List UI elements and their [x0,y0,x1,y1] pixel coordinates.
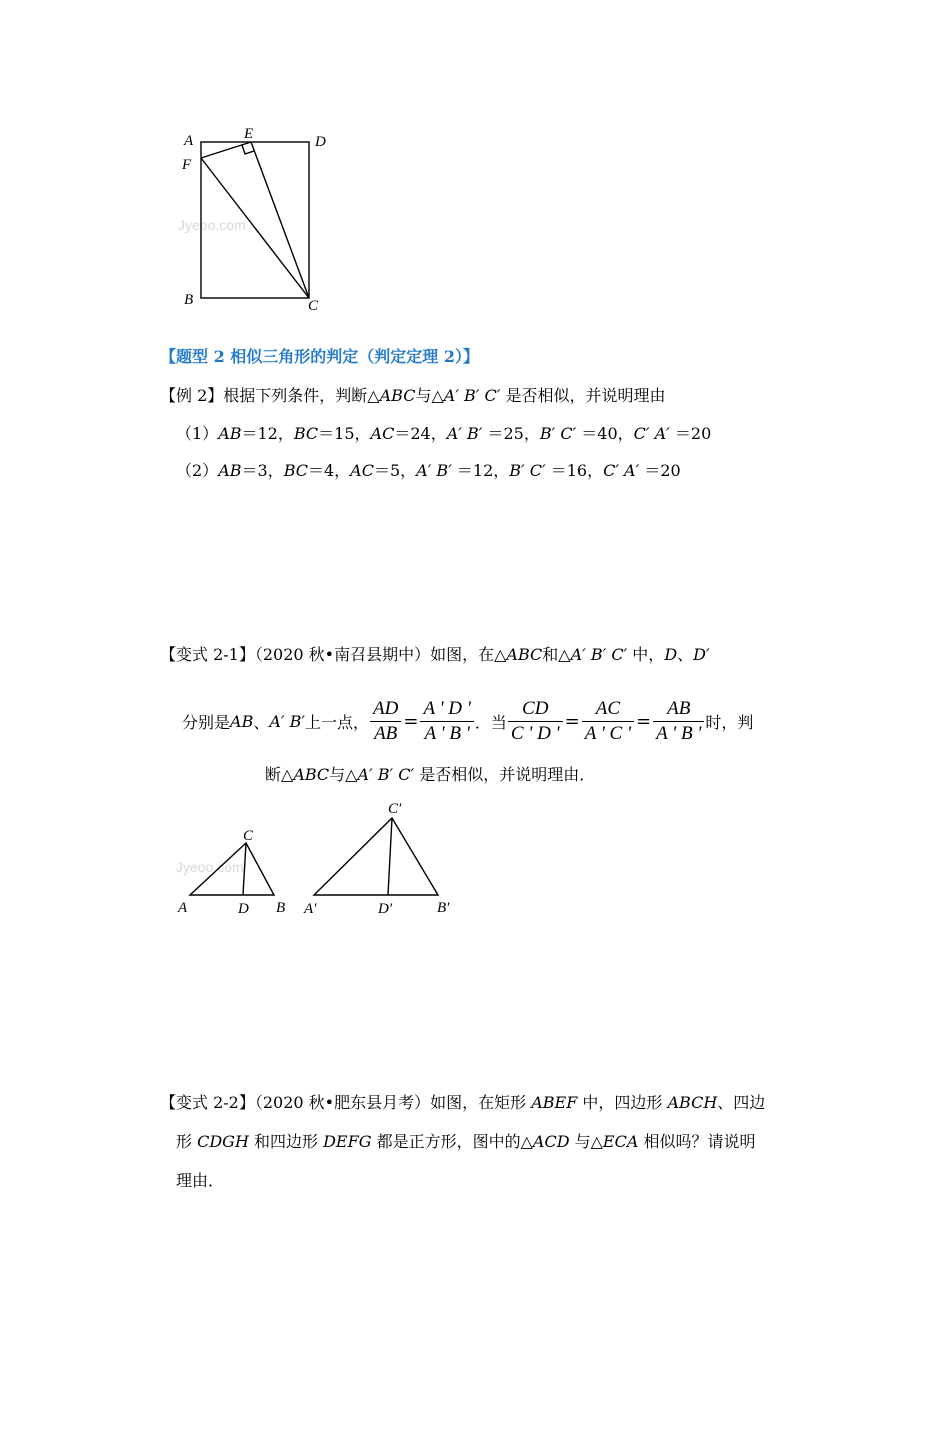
label-D-prime: D′ [378,901,393,917]
label-D: D [238,901,249,917]
example-2-item-1: （1）AB＝12，BC＝15，AC＝24，A′ B′ ＝25，B′ C′ ＝40，C′ A′ ＝20 [176,424,712,443]
figure-rectangle [172,118,342,318]
watermark: Jyeoo.com [178,217,246,233]
label-A: A [178,900,188,916]
watermark: Jyeoo.com [176,859,244,875]
example-2-question: 【例 2】根据下列条件，判断△ABC与△A′ B′ C′ 是否相似，并说明理由 [160,386,666,405]
label-D: D [315,134,326,150]
example-2-item-2: （2）AB＝3，BC＝4，AC＝5，A′ B′ ＝12，B′ C′ ＝16，C′ A′ ＝20 [176,461,681,480]
fraction-ac-apcp: $\frac{AC}{A ' C '}$ [582,697,634,746]
section-title: 【题型 2 相似三角形的判定（判定定理 2）】 [160,347,479,366]
variant-2-1-line-1: 【变式 2-1】（2020 秋•南召县期中）如图，在△ABC和△A′ B′ C′ 中，D、D′ [160,645,710,664]
fraction-ab-apbp: $\frac{AB}{A ' B '}$ [653,697,704,746]
fraction-ad-ab: $\frac{AD}{AB}$ [370,697,401,746]
variant-2-2-line-1: 【变式 2-2】（2020 秋•肥东县月考）如图，在矩形 ABEF 中，四边形 ABCH、四边 [160,1093,766,1112]
variant-2-1-line-3: 断△ABC与△A′ B′ C′ 是否相似，并说明理由． [265,765,596,784]
label-F: F [182,157,192,173]
label-B: B [276,900,286,916]
fraction-apdp-apbp: $\frac{A ' D '}{A ' B '}$ [420,697,473,746]
label-E: E [244,126,254,142]
label-B-prime: B′ [437,900,450,916]
variant-2-2-line-3: 理由． [176,1171,225,1190]
figure-triangles [172,798,472,920]
label-A: A [184,133,194,149]
label-A-prime: A′ [304,901,317,917]
variant-2-1-line-2: 分别是 AB 、 A′ B′ 上一点， $\frac{AD}{AB}$ = $\frac{A ' D '}{A ' B '}$ ．当 $\frac{CD}{C ' D '}$ = $\frac{AC}{A ' C '}$ = $\frac{AB}{A ' B '}$ 时，判 [182,697,754,744]
label-C: C [308,298,319,314]
label-B: B [184,292,194,308]
label-C: C [243,828,254,844]
label-C-prime: C′ [388,801,402,817]
fraction-cd-cpdp: $\frac{CD}{C ' D '}$ [508,697,563,746]
variant-2-2-line-2: 形 CDGH 和四边形 DEFG 都是正方形，图中的△ACD 与△ECA 相似吗？请说明 [176,1132,756,1151]
